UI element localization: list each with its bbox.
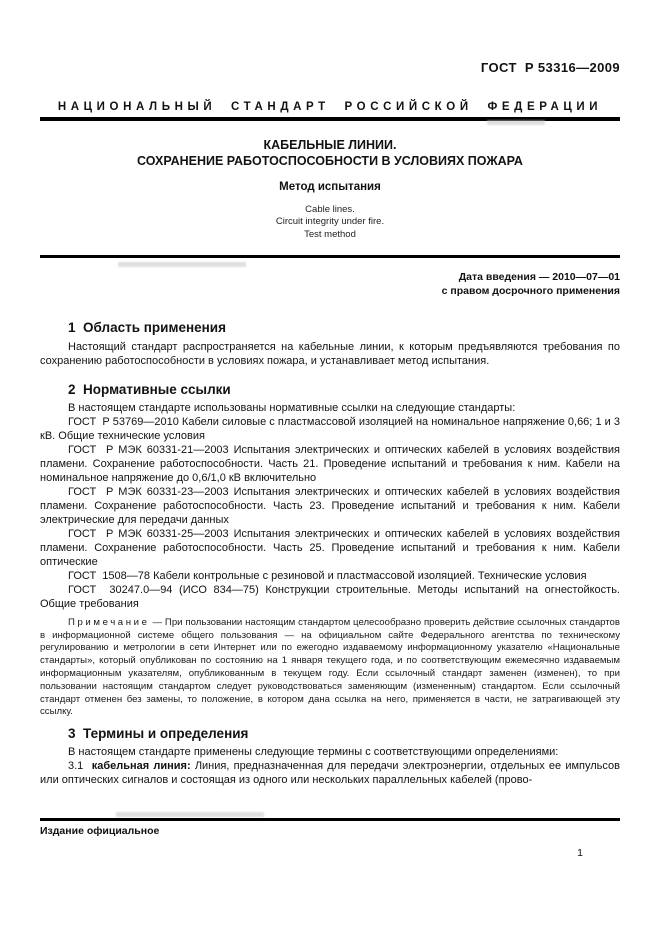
section-1-paragraph: Настоящий стандарт распространяется на кабельные линии, к которым предъявляются требования по сохранению работоспособности в условиях пожара, и устанавливает метод испытания. — [40, 340, 620, 367]
paragraph: В настоящем стандарте использованы нормативные ссылки на следующие стандарты: — [68, 401, 516, 414]
official-edition-label: Издание официальное — [40, 825, 160, 837]
page-content — [40, 0, 620, 787]
note-text: — При пользовании настоящим стандартом целесообразно проверить действие ссылочных стандартов в информационной системе общего пользования — на официальном сайте Федерального агентства по техническому регулированию и метрологии в сети Интернет или по ежегодно издаваемому информационному указателю «Национальные стандарты», который опубликован по состоянию на 1 января текущего года, и по соответствующим ежемесячно издаваемым информационным указателям, опубликованным в текущем году. Если ссылочный стандарт заменен (изменен), то при пользовании настоящим стандартом следует руководствоваться заменяющим (измененным) стандартом. Если ссылочный стандарт отменен без замены, то положение, в котором дана ссылка на него, применяется в части, не затрагивающей эту ссылку. — [40, 616, 620, 718]
reference-item: ГОСТ Р МЭК 60331-23—2003 Испытания электрических и оптических кабелей в условиях воздействия пламени. Сохранение работоспособности. Часть 23. Проведение испытаний и требования к ним. Кабели электрические для передачи данных — [40, 485, 620, 526]
note-paragraph — [40, 617, 620, 719]
document-subtitle: Метод испытания — [279, 181, 381, 193]
footer-rule — [40, 818, 620, 821]
english-line-3: Test method — [304, 228, 356, 240]
national-standard-banner: НАЦИОНАЛЬНЫЙ СТАНДАРТ РОССИЙСКОЙ ФЕДЕРАЦИИ — [57, 101, 603, 113]
reference-item: ГОСТ Р МЭК 60331-21—2003 Испытания электрических и оптических кабелей в условиях воздействия пламени. Сохранение работоспособности. Часть 21. Проведение испытаний и требования к ним. Кабели на номинальное напряжение до 0,6/1,0 кВ включительно — [40, 443, 620, 484]
paragraph: В настоящем стандарте применены следующие термины с соответствующими определениями: — [68, 746, 559, 759]
term-name: кабельная линия: — [91, 760, 191, 773]
section-1-heading: 1 Область применения — [68, 319, 226, 335]
scan-artifact — [116, 812, 264, 817]
effective-date-block — [40, 270, 620, 298]
scan-artifact — [118, 262, 246, 267]
page-number: 1 — [577, 847, 583, 859]
term-number: 3.1 — [68, 760, 84, 773]
note-label: Примечание — [68, 616, 150, 628]
section-3-heading: 3 Термины и определения — [68, 726, 249, 742]
reference-item: ГОСТ 1508—78 Кабели контрольные с резиновой и пластмассовой изоляцией. Технические условия — [68, 569, 587, 582]
reference-item: ГОСТ Р 53769—2010 Кабели силовые с пластмассовой изоляцией на номинальное напряжение 0,66; 1 и 3 кВ. Общие технические условия — [40, 415, 620, 442]
title-line-1: КАБЕЛЬНЫЕ ЛИНИИ. — [263, 138, 397, 152]
term-definition-paragraph — [40, 759, 620, 787]
section-normative-references — [40, 382, 620, 719]
section-2-heading: 2 Нормативные ссылки — [68, 381, 231, 397]
english-title — [40, 204, 620, 241]
doc-number: ГОСТ Р 53316—2009 — [480, 60, 620, 75]
document-title — [40, 137, 620, 169]
section-scope — [40, 320, 620, 368]
separator-rule — [40, 255, 620, 258]
section-terms-definitions — [40, 726, 620, 787]
reference-item: ГОСТ 30247.0—94 (ИСО 834—75) Конструкции строительные. Методы испытаний на огнестойкость. Общие требования — [40, 583, 620, 610]
reference-item: ГОСТ Р МЭК 60331-25—2003 Испытания электрических и оптических кабелей в условиях воздействия пламени. Сохранение работоспособности. Часть 25. Проведение испытаний и требования к ним. Кабели оптические — [40, 527, 620, 568]
early-application-note: с правом досрочного применения — [441, 284, 620, 297]
english-line-2: Circuit integrity under fire. — [275, 216, 385, 228]
title-line-2: СОХРАНЕНИЕ РАБОТОСПОСОБНОСТИ В УСЛОВИЯХ ПОЖАРА — [137, 154, 523, 168]
term-definition: Линия, предназначенная для передачи электроэнергии, отдельных ее импульсов или оптических сигналов и состоящая из одного или нескольких параллельных кабелей (прово- — [40, 760, 620, 787]
english-line-1: Cable lines. — [305, 204, 355, 215]
scan-artifact — [487, 120, 545, 125]
effective-date: Дата введения — 2010—07—01 — [458, 270, 620, 283]
